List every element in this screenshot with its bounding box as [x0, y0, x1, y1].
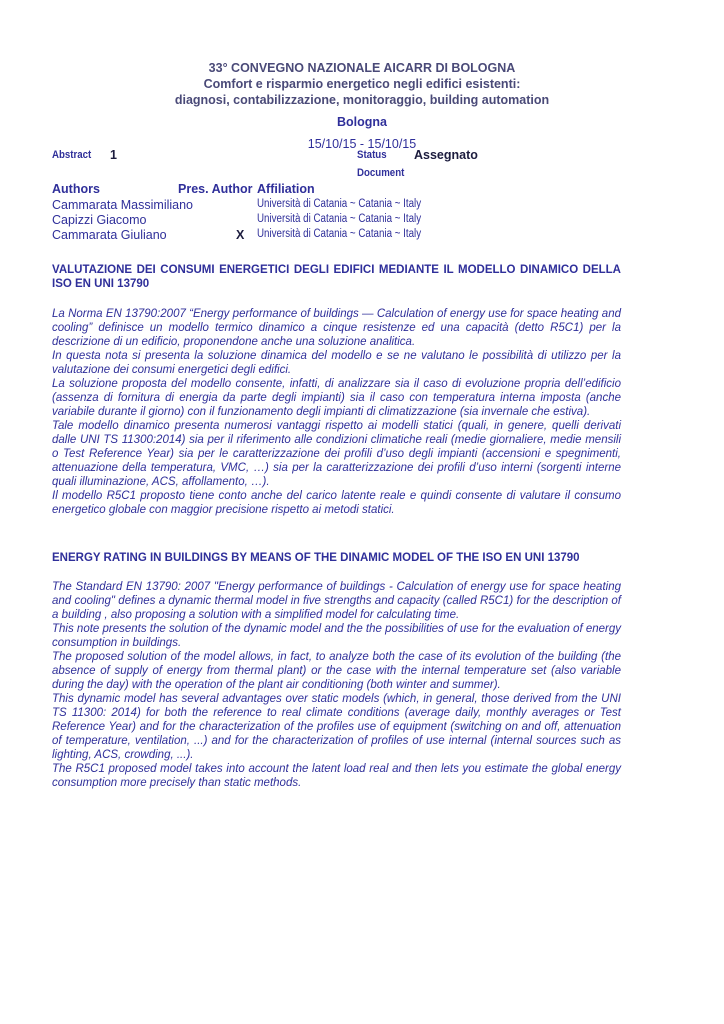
- authors-header-row: [52, 182, 672, 198]
- author-row: [52, 228, 672, 243]
- english-paragraph: This note presents the solution of the dynamic model and the the possibilities of use for the evaluation of energy consumption in buildings.: [52, 623, 621, 649]
- authors-column-header: Authors: [52, 182, 100, 196]
- italian-abstract-body: [52, 307, 621, 517]
- abstract-number: 1: [110, 148, 117, 162]
- english-paragraph: The proposed solution of the model allows, in fact, to analyze both the case of its evolution of the building (the absence of supply of energy from thermal plant) or the case with the internal temperature set (also variable during the day) with the operation of the plant air conditioning (both winter and summer).: [52, 651, 621, 691]
- english-paragraph: This dynamic model has several advantages over static models (which, in general, those derived from the UNI TS 11300: 2014) for both the reference to real climate conditions (average daily, monthly averages or Test Reference Year) and for the characterization of the profiles use of equipment (switching on and off, attenuation of temperature, ventilation, ...) and for the characterization of profiles of use internal (internal sources such as lighting, ACS, crowding, ...).: [52, 693, 621, 761]
- english-abstract-body: [52, 580, 621, 790]
- italian-paragraph: Il modello R5C1 proposto tiene conto anche del carico latente reale e quindi consente di valutare il consumo energetico globale con maggior precisione rispetto ai metodi statici.: [52, 490, 621, 516]
- abstract-meta: [52, 149, 672, 183]
- conference-subtitle-1: Comfort e risparmio energetico negli edifici esistenti:: [203, 77, 521, 91]
- status-value: Assegnato: [414, 148, 478, 162]
- document-label: Document: [357, 167, 405, 179]
- conference-title: 33° CONVEGNO NAZIONALE AICARR DI BOLOGNA: [208, 61, 516, 75]
- author-name: Cammarata Giuliano: [52, 228, 167, 242]
- english-title: ENERGY RATING IN BUILDINGS BY MEANS OF THE DINAMIC MODEL OF THE ISO EN UNI 13790: [52, 552, 580, 564]
- italian-title: VALUTAZIONE DEI CONSUMI ENERGETICI DEGLI EDIFICI MEDIANTE IL MODELLO DINAMICO DELLA ISO EN UNI 13790: [52, 264, 621, 290]
- author-row: [52, 198, 672, 213]
- english-paragraph: The Standard EN 13790: 2007 "Energy performance of buildings - Calculation of energy use for space heating and cooling" defines a dynamic thermal model in five strengths and capacity (called R5C1) for the description of a building , also proposing a solution with a simplified model for calculating time.: [52, 581, 621, 621]
- author-name: Cammarata Massimiliano: [52, 198, 194, 212]
- author-affiliation: Università di Catania ~ Catania ~ Italy: [257, 213, 422, 225]
- author-affiliation: Università di Catania ~ Catania ~ Italy: [257, 198, 422, 210]
- author-name: Capizzi Giacomo: [52, 213, 147, 227]
- english-paragraph: The R5C1 proposed model takes into account the latent load real and then lets you estimate the global energy consumption more precisely than static methods.: [52, 763, 621, 789]
- conference-dates: 15/10/15 - 15/10/15: [307, 137, 417, 151]
- conference-header: [52, 60, 672, 152]
- authors-table: [52, 182, 672, 243]
- italian-paragraph: In questa nota si presenta la soluzione dinamica del modello e se ne valutano le possibilità di utilizzo per la valutazione dei consumi energetici degli edifici.: [52, 350, 621, 376]
- presenting-author-mark: X: [236, 228, 245, 242]
- italian-paragraph: La Norma EN 13790:2007 “Energy performance of buildings — Calculation of energy use for space heating and cooling” definisce un modello termico dinamico a cinque resistenze ed una capacità (detto R5C1) per la descrizione di un edificio, proponendone anche una soluzione analitica.: [52, 308, 621, 348]
- conference-subtitle-2: diagnosi, contabilizzazione, monitoraggio, building automation: [174, 93, 550, 107]
- conference-city: Bologna: [337, 115, 387, 129]
- author-affiliation: Università di Catania ~ Catania ~ Italy: [257, 228, 422, 240]
- italian-paragraph: Tale modello dinamico presenta numerosi vantaggi rispetto ai modelli statici (quali, in genere, quelli derivati dalle UNI TS 11300:2014) sia per il riferimento alle condizioni climatiche reali (medie giornaliere, medie mensili o Test Reference Year) sia per le caratterizzazione dei profili d’uso degli impianti (accensioni e spegnimenti, attenuazione della temperatura, VMC, …) sia per la caratterizzazione dei profili d’uso interni (sorgenti interne quali illuminazione, ACS, affollamento, …).: [52, 420, 621, 488]
- italian-paragraph: La soluzione proposta del modello consente, infatti, di analizzare sia il caso di evoluzione propria dell’edificio (assenza di fornitura di energia da parte degli impianti) sia il caso con temperatura interna imposta (anche variabile durante il giorno) con il funzionamento degli impianti di climatizzazione (sia invernale che estiva).: [52, 378, 621, 418]
- author-row: [52, 213, 672, 228]
- abstract-label: Abstract: [52, 149, 92, 161]
- affiliation-column-header: Affiliation: [257, 182, 315, 196]
- pres-author-column-header: Pres. Author: [178, 182, 253, 196]
- status-label: Status: [357, 149, 387, 161]
